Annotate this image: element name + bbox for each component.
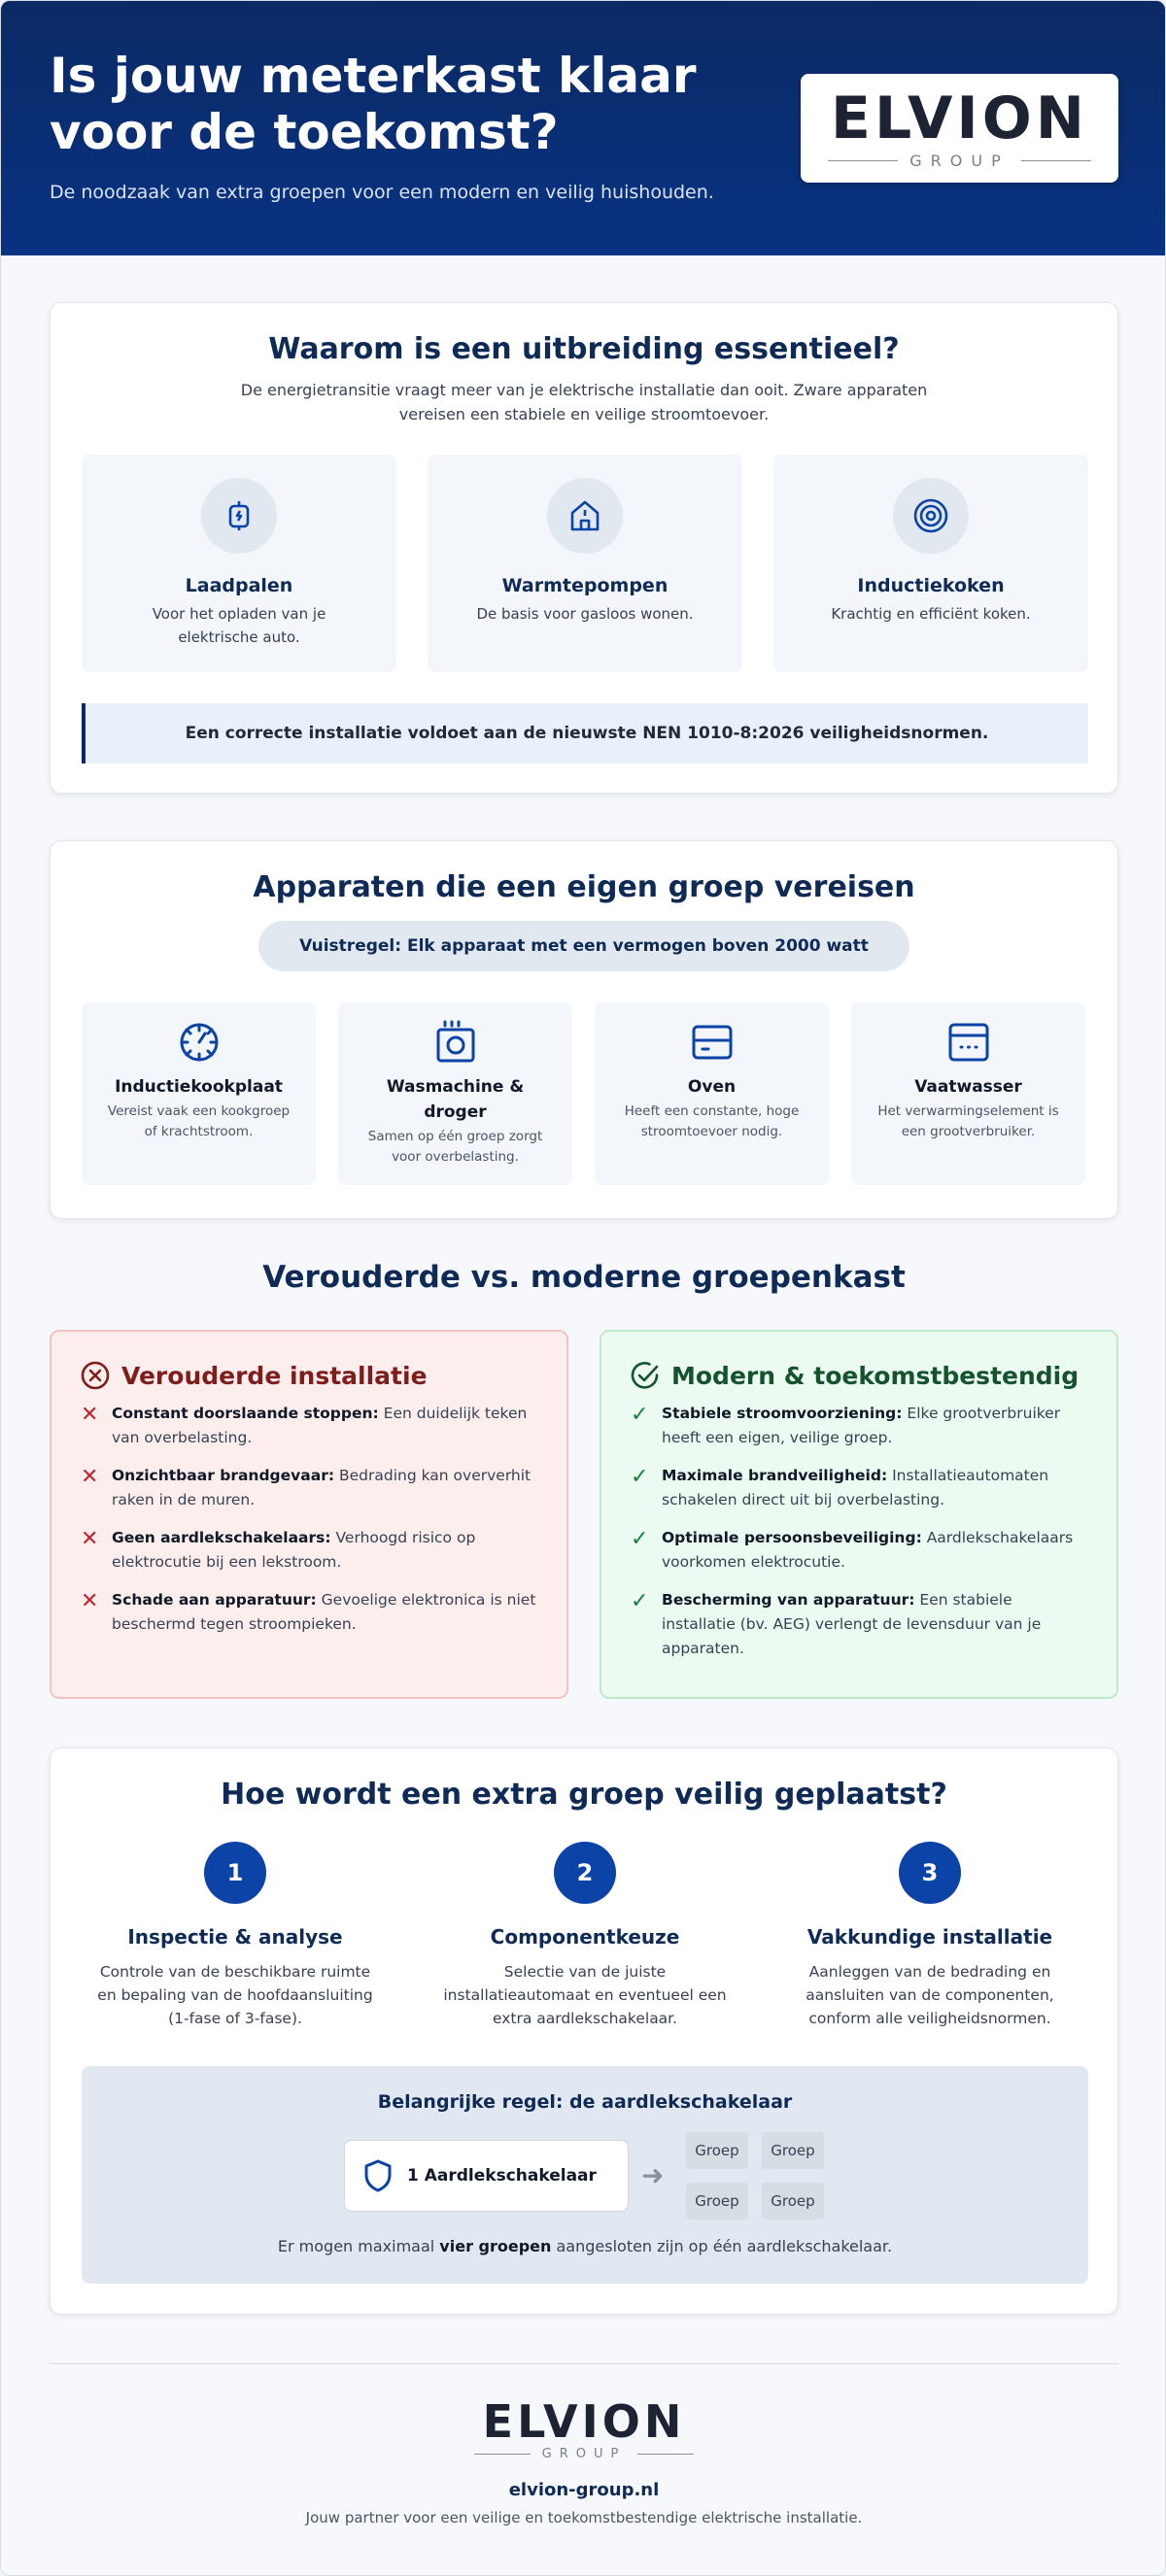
device-title: Oven xyxy=(687,1077,737,1097)
list-item: ✓ Maximale brandveiligheid: Installatieautomaten schakelen direct uit bij overbelasting. xyxy=(631,1464,1087,1512)
shield-icon xyxy=(362,2158,394,2193)
group-chip: Groep xyxy=(686,2132,748,2169)
modern-installation-panel xyxy=(600,1330,1118,1699)
rule-footnote: Er mogen maximaal vier groepen aangesloten zijn op één aardlekschakelaar. xyxy=(277,2237,893,2255)
list-item: ✕ Schade aan apparatuur: Gevoelige elektronica is niet beschermd tegen stroompieken. xyxy=(81,1588,537,1637)
cross-icon: ✕ xyxy=(81,1465,99,1489)
feature-desc: Voor het opladen van je elektrische auto. xyxy=(152,605,326,646)
cooktop-icon xyxy=(176,1018,223,1065)
logo-group-text: GROUP xyxy=(541,2447,627,2461)
ev-charger-icon xyxy=(201,478,277,554)
new-panel-header xyxy=(631,1361,1087,1390)
group-chip: Groep xyxy=(686,2183,748,2220)
induction-target-icon xyxy=(893,478,969,554)
device-desc: Samen op één groep zorgt voor overbelasting. xyxy=(367,1129,543,1165)
logo-subline xyxy=(801,152,1118,170)
logo-wordmark: ELVION xyxy=(831,85,1088,153)
old-panel-header xyxy=(81,1361,537,1390)
rcd-rule-box xyxy=(82,2066,1088,2284)
devices-section xyxy=(50,840,1118,1219)
logo-group-text: GROUP xyxy=(909,152,1010,170)
step-title: Vakkundige installatie xyxy=(806,1925,1053,1949)
footer-logo xyxy=(1,2395,1166,2461)
step-number: 1 xyxy=(204,1842,266,1904)
feature-title: Warmtepompen xyxy=(501,575,669,596)
old-panel-title: Verouderde installatie xyxy=(121,1361,428,1390)
heat-pump-house-icon xyxy=(547,478,623,554)
norm-note: Een correcte installatie voldoet aan de nieuwste NEN 1010-8:2026 veiligheidsnormen. xyxy=(82,703,1088,763)
device-card xyxy=(851,1002,1085,1185)
check-circle-icon xyxy=(631,1361,660,1390)
arrow-right-icon: ➜ xyxy=(641,2159,665,2191)
x-circle-icon xyxy=(81,1361,110,1390)
cross-icon: ✕ xyxy=(81,1403,99,1427)
page-subtitle: De noodzaak van extra groepen voor een modern en veilig huishouden. xyxy=(50,182,714,203)
breaker-label: 1 Aardlekschakelaar xyxy=(407,2166,597,2186)
device-card xyxy=(82,1002,316,1185)
list-item: ✓ Bescherming van apparatuur: Een stabiele installatie (bv. AEG) verlengt de levensduur van je apparaten. xyxy=(631,1588,1087,1661)
step-title: Componentkeuze xyxy=(490,1925,680,1949)
feature-card xyxy=(82,455,396,672)
steps-title: Hoe wordt een extra groep veilig geplaatst? xyxy=(221,1778,947,1812)
old-issues-list xyxy=(81,1402,537,1637)
compare-title: Verouderde vs. moderne groepenkast xyxy=(262,1260,906,1295)
rcd-breaker-card xyxy=(344,2140,629,2212)
check-icon: ✓ xyxy=(631,1589,649,1613)
new-panel-title: Modern & toekomstbestendig xyxy=(671,1361,1080,1390)
step-item xyxy=(429,1842,740,2030)
group-chip: Groep xyxy=(762,2132,824,2169)
why-title: Waarom is een uitbreiding essentieel? xyxy=(268,332,900,366)
footer-tagline: Jouw partner voor een veilige en toekomstbestendige elektrische installatie. xyxy=(305,2509,863,2526)
rule-of-thumb-pill: Vuistregel: Elk apparaat met een vermogen boven 2000 watt xyxy=(258,921,909,971)
hero-header xyxy=(1,1,1165,255)
list-item: ✕ Onzichtbaar brandgevaar: Bedrading kan oververhit raken in de muren. xyxy=(81,1464,537,1512)
why-section xyxy=(50,302,1118,794)
logo-wordmark: ELVION xyxy=(482,2395,686,2448)
step-item xyxy=(80,1842,391,2030)
step-desc: Controle van de beschikbare ruimte en bepaling van de hoofdaansluiting (1-fase of 3-fase). xyxy=(97,1963,373,2027)
step-number: 3 xyxy=(899,1842,961,1904)
list-item: ✓ Optimale persoonsbeveiliging: Aardlekschakelaars voorkomen elektrocutie. xyxy=(631,1526,1087,1575)
steps-section xyxy=(50,1747,1118,2315)
check-icon: ✓ xyxy=(631,1527,649,1551)
feature-card xyxy=(773,455,1088,672)
device-title: Wasmachine & droger xyxy=(386,1077,525,1122)
logo-subline xyxy=(1,2447,1166,2461)
step-item xyxy=(774,1842,1085,2030)
check-icon: ✓ xyxy=(631,1465,649,1489)
feature-desc: Krachtig en efficiënt koken. xyxy=(831,605,1031,623)
washing-machine-icon xyxy=(432,1018,479,1065)
dishwasher-icon xyxy=(945,1018,992,1065)
footer-divider xyxy=(50,2363,1118,2364)
list-item: ✓ Stabiele stroomvoorziening: Elke grootverbruiker heeft een eigen, veilige groep. xyxy=(631,1402,1087,1450)
cross-icon: ✕ xyxy=(81,1527,99,1551)
step-number: 2 xyxy=(554,1842,616,1904)
old-installation-panel xyxy=(50,1330,568,1699)
step-desc: Selectie van de juiste installatieautomaat en eventueel een extra aardlekschakelaar. xyxy=(443,1963,727,2027)
step-title: Inspectie & analyse xyxy=(127,1925,343,1949)
feature-title: Laadpalen xyxy=(185,575,293,596)
device-desc: Vereist vaak een kookgroep of krachtstroom. xyxy=(107,1103,291,1139)
list-item: ✕ Constant doorslaande stoppen: Een duidelijk teken van overbelasting. xyxy=(81,1402,537,1450)
list-item: ✕ Geen aardlekschakelaars: Verhoogd risico op elektrocutie bij een lekstroom. xyxy=(81,1526,537,1575)
device-desc: Heeft een constante, hoge stroomtoevoer nodig. xyxy=(624,1103,800,1139)
group-chip: Groep xyxy=(762,2183,824,2220)
device-desc: Het verwarmingselement is een grootverbruiker. xyxy=(877,1103,1059,1139)
why-intro: De energietransitie vraagt meer van je elektrische installatie dan ooit. Zware apparaten vereisen een stabiele en veilige stroomtoevoer. xyxy=(240,381,928,424)
website-link[interactable]: elvion-group.nl xyxy=(508,2480,660,2500)
device-title: Inductiekookplaat xyxy=(115,1077,283,1097)
oven-icon xyxy=(689,1018,736,1065)
new-benefits-list xyxy=(631,1402,1087,1661)
cross-icon: ✕ xyxy=(81,1589,99,1613)
device-card xyxy=(595,1002,829,1185)
feature-title: Inductiekoken xyxy=(857,575,1005,596)
step-desc: Aanleggen van de bedrading en aansluiten van de componenten, conform alle veiligheidsnormen. xyxy=(806,1963,1054,2027)
check-icon: ✓ xyxy=(631,1403,649,1427)
devices-title: Apparaten die een eigen groep vereisen xyxy=(253,870,915,904)
feature-desc: De basis voor gasloos wonen. xyxy=(476,605,694,623)
brand-logo xyxy=(801,74,1118,183)
page-title: Is jouw meterkast klaar voor de toekomst? xyxy=(50,48,697,160)
feature-card xyxy=(428,455,742,672)
device-card xyxy=(338,1002,572,1185)
rule-title: Belangrijke regel: de aardlekschakelaar xyxy=(377,2091,793,2113)
device-title: Vaatwasser xyxy=(914,1077,1022,1097)
